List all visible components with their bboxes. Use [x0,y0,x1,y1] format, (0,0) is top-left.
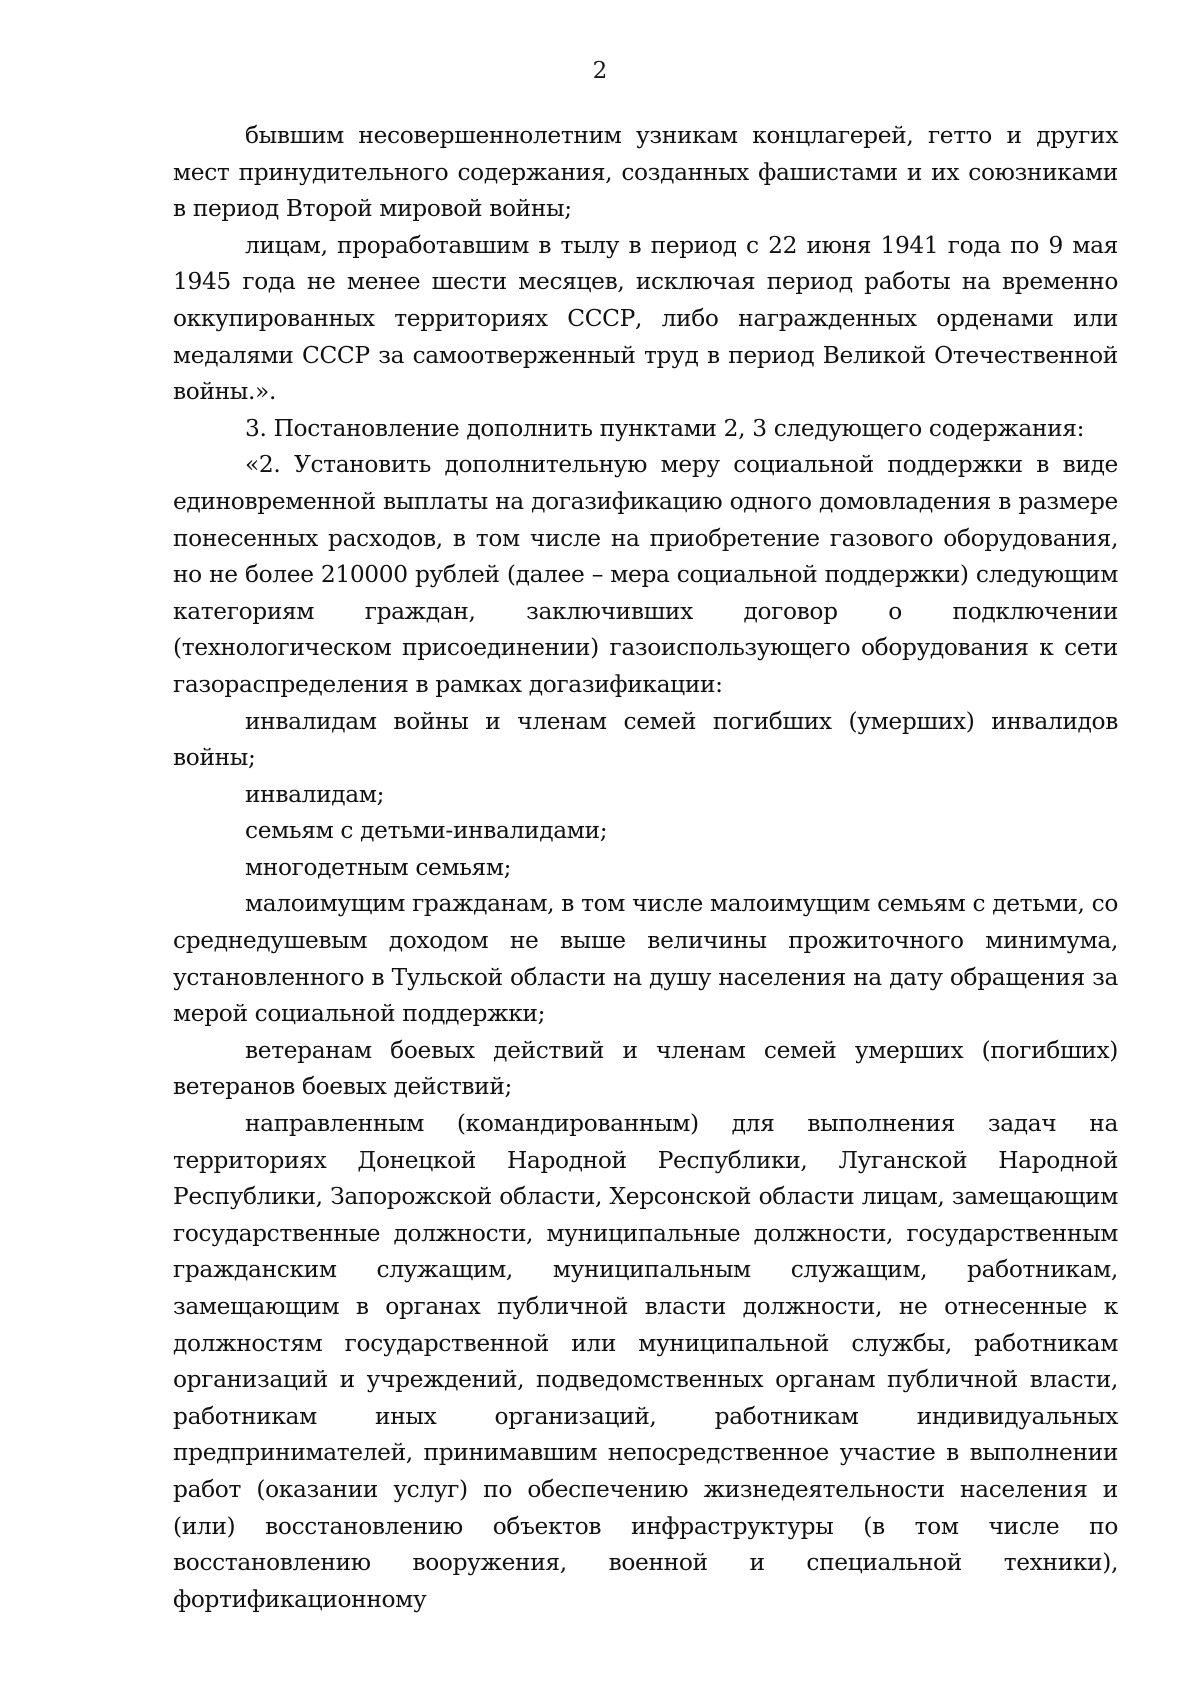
paragraph-invalids: инвалидам; [245,780,385,808]
paragraph-families-disabled-children: семьям с детьми-инвалидами; [245,817,608,845]
paragraph-combat-veterans: ветеранам боевых действий и членам семей умерших (погибших) ветеранов боевых действий; [173,1036,1118,1101]
paragraph-former-prisoners: бывшим несовершеннолетним узникам концлагерей, гетто и других мест принудительного содержания, созданных фашистами и их союзниками в период Второй мировой войны; [173,122,1118,223]
paragraph-low-income-citizens: малоимущим гражданам, в том числе малоимущим семьям с детьми, со среднедушевым доходом не выше величины прожиточного минимума, установленного в Тульской области на душу населения на дату обращения за мерой социальной поддержки; [173,890,1118,1028]
paragraph-social-support-measure: «2. Установить дополнительную меру социальной поддержки в виде единовременной выплаты на догазификацию одного домовладения в размере понесенных расходов, в том числе на приобретение газового оборудования, но не более 210000 рублей (далее – мера социальной поддержки) следующим категориям граждан, заключивших договор о подключении (технологическом присоединении) газоиспользующего оборудования к сети газораспределения в рамках догазификации: [173,451,1118,698]
paragraph-item-3: 3. Постановление дополнить пунктами 2, 3 следующего содержания: [245,414,1085,442]
paragraph-war-invalids: инвалидам войны и членам семей погибших (умерших) инвалидов войны; [173,707,1118,772]
page-number: 2 [592,58,608,84]
paragraph-home-front-workers: лицам, проработавшим в тылу в период с 22 июня 1941 года по 9 мая 1945 года не менее шести месяцев, исключая период работы на временно оккупированных территориях СССР, либо награжденных орденами или медалями СССР за самоотверженный труд в период Великой Отечественной войны.». [173,231,1118,406]
paragraph-seconded-persons: направленным (командированным) для выполнения задач на территориях Донецкой Народной Республики, Луганской Народной Республики, Запорожской области, Херсонской области лицам, замещающим государственные должности, муниципальные должности, государственным гражданским служащим, муниципальным служащим, работникам, замещающим в органах публичной власти должности, не отнесенные к должностям государственной или муниципальной службы, работникам организаций и учреждений, подведомственных органам публичной власти, работникам иных организаций, работникам индивидуальных предпринимателей, принимавшим непосредственное участие в выполнении работ (оказании услуг) по обеспечению жизнедеятельности населения и (или) восстановлению объектов инфраструктуры (в том числе по восстановлению вооружения, военной и специальной техники), фортификационному [173,1110,1118,1613]
paragraph-large-families: многодетным семьям; [245,853,512,881]
document-body [173,118,1118,1618]
